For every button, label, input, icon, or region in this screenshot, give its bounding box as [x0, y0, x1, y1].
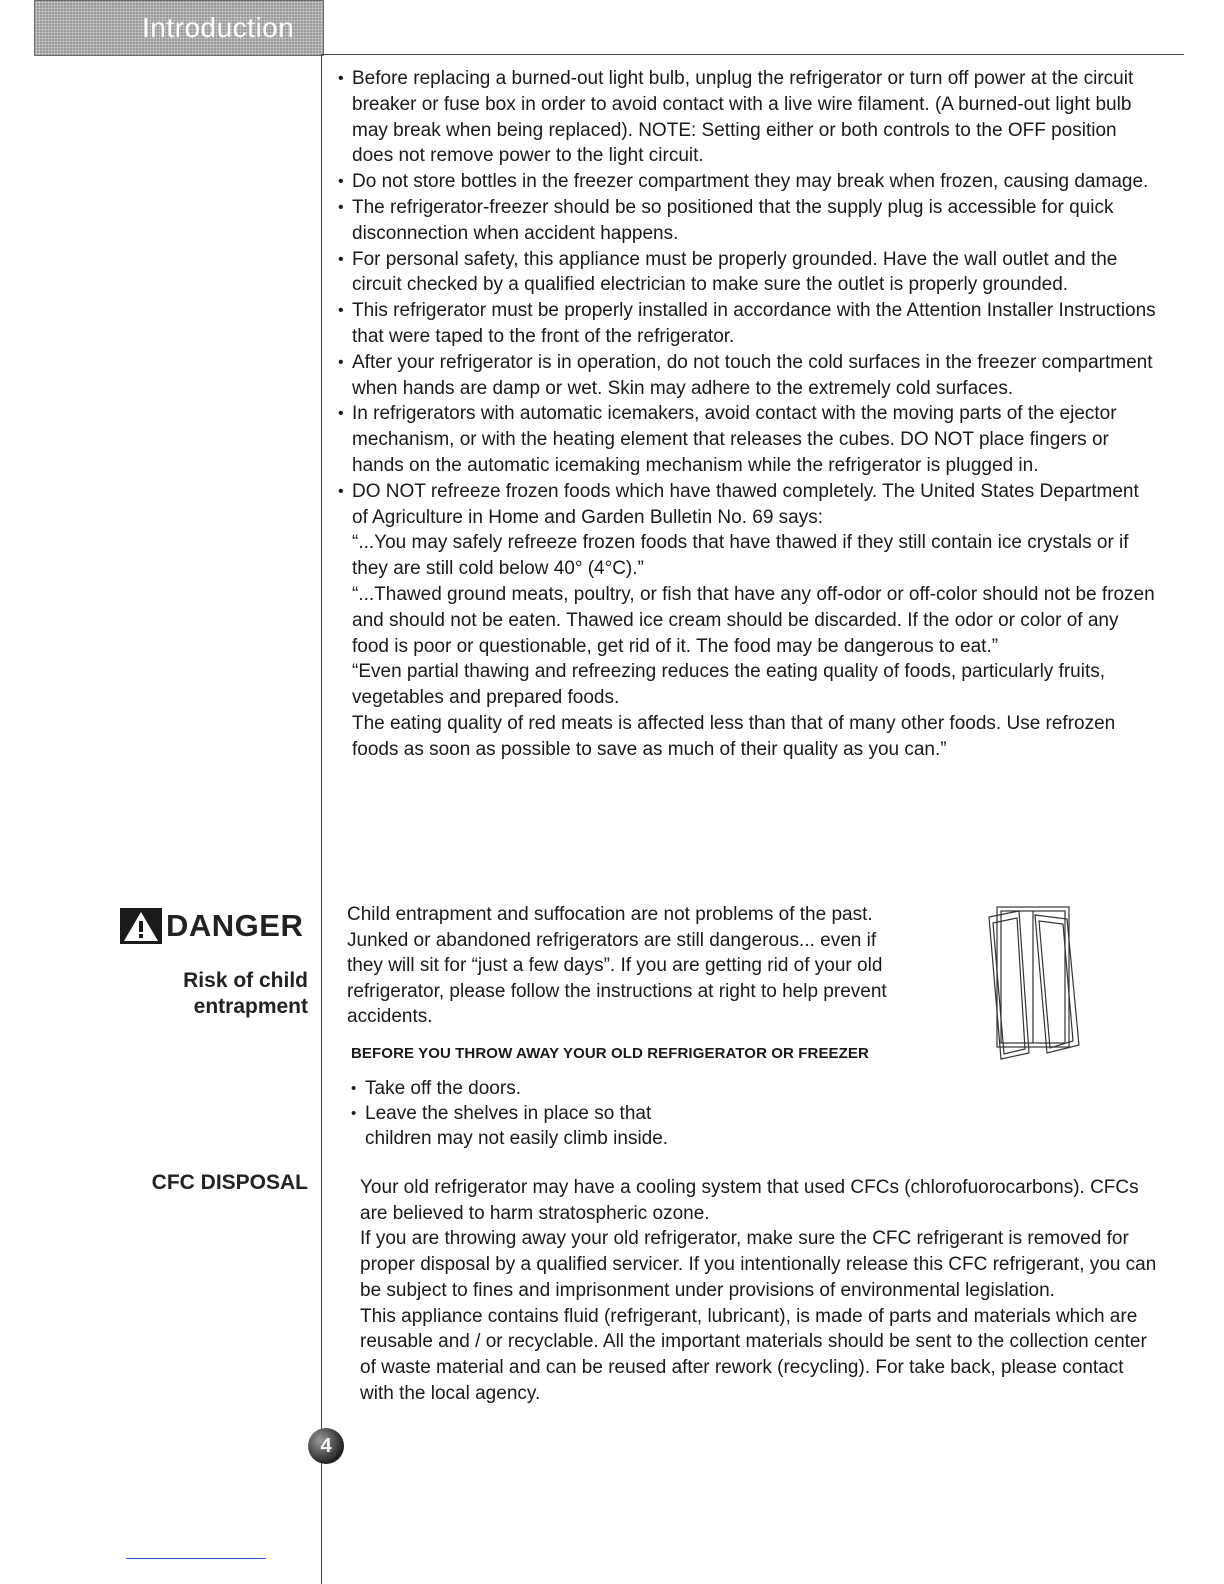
cfc-label: CFC DISPOSAL: [151, 1171, 308, 1194]
list-item: • The refrigerator-freezer should be so positioned that the supply plug is accessible for quick disconnection when accident happens.: [338, 195, 1158, 247]
danger-heading: [120, 908, 303, 944]
header-divider: [322, 54, 1184, 55]
column-divider: [321, 54, 322, 1584]
danger-paragraph: Child entrapment and suffocation are not problems of the past. Junked or abandoned refrigerators are still dangerous... even if they will sit for “just a few days”. If you are getting rid of your old refrigerator, please follow the instructions at right to help prevent accidents.: [347, 904, 887, 1027]
list-item: • DO NOT refreeze frozen foods which have thawed completely. The United States Department of Agriculture in Home and Garden Bulletin No. 69 says: “...You may safely refreeze frozen foods that have thawed if they still contain ice crystals or if they are still cold below 40° (4°C).” “...Thawed ground meats, poultry, or fish that have any off-odor or off-color should not be frozen and should not be eaten. Thawed ice cream should be discarded. If the odor or color of any food is poor or questionable, get rid of it. The food may be dangerous to eat.” “Even partial thawing and refreezing reduces the eating quality of foods, particularly fruits, vegetables and prepared foods. The eating quality of red meats is affected less than that of many other foods. Use refrozen foods as soon as possible to save as much of their quality as you can.”: [338, 479, 1158, 763]
disposal-heading: BEFORE YOU THROW AWAY YOUR OLD REFRIGERATOR OR FREEZER: [351, 1045, 869, 1062]
section-title: Introduction: [142, 12, 295, 43]
list-item: • Leave the shelves in place so that children may not easily climb inside.: [351, 1101, 705, 1151]
page-number: 4: [308, 1428, 344, 1464]
list-item: • This refrigerator must be properly installed in accordance with the Attention Installer Instructions that were taped to the front of the refrigerator.: [338, 298, 1158, 350]
footer-line: [126, 1558, 266, 1559]
list-item: • Before replacing a burned-out light bulb, unplug the refrigerator or turn off power at the circuit breaker or fuse box in order to avoid contact with a live wire filament. (A burned-out light bulb may break when being replaced). NOTE: Setting either or both controls to the OFF position does not remove power to the light circuit.: [338, 66, 1158, 169]
list-item: • Do not store bottles in the freezer compartment they may break when frozen, causing damage.: [338, 169, 1158, 195]
list-item: • In refrigerators with automatic icemakers, avoid contact with the moving parts of the ejector mechanism, or with the heating element that releases the cubes. DO NOT place fingers or hands on the automatic icemaking mechanism while the refrigerator is plugged in.: [338, 401, 1158, 478]
list-item: • Take off the doors.: [351, 1076, 705, 1101]
danger-subtitle: Risk of child entrapment: [183, 969, 308, 1018]
cfc-text: Your old refrigerator may have a cooling system that used CFCs (chlorofuorocarbons). CFCs are believed to harm stratospheric ozone. If you are throwing away your old refrigerator, make sure the CFC refrigerant is removed for proper disposal by a qualified servicer. If you intentionally release this CFC refrigerant, you can be subject to fines and imprisonment under provisions of environmental legislation. This appliance contains fluid (refrigerant, lubricant), is made of parts and materials which are reusable and / or recyclable. All the important materials should be sent to the collection center of waste material and can be reused after rework (recycling). For take back, please contact with the local agency.: [360, 1177, 1157, 1404]
danger-label: DANGER: [166, 908, 304, 943]
list-item: • For personal safety, this appliance must be properly grounded. Have the wall outlet and the circuit checked by a qualified electrician to make sure the outlet is properly grounded.: [338, 247, 1158, 299]
safety-instructions-list: [338, 66, 1158, 763]
list-item: • After your refrigerator is in operation, do not touch the cold surfaces in the freezer compartment when hands are damp or wet. Skin may adhere to the extremely cold surfaces.: [338, 350, 1158, 402]
disposal-steps: [351, 1076, 705, 1151]
warning-icon: [120, 908, 162, 944]
refrigerator-illustration: [975, 903, 1085, 1063]
